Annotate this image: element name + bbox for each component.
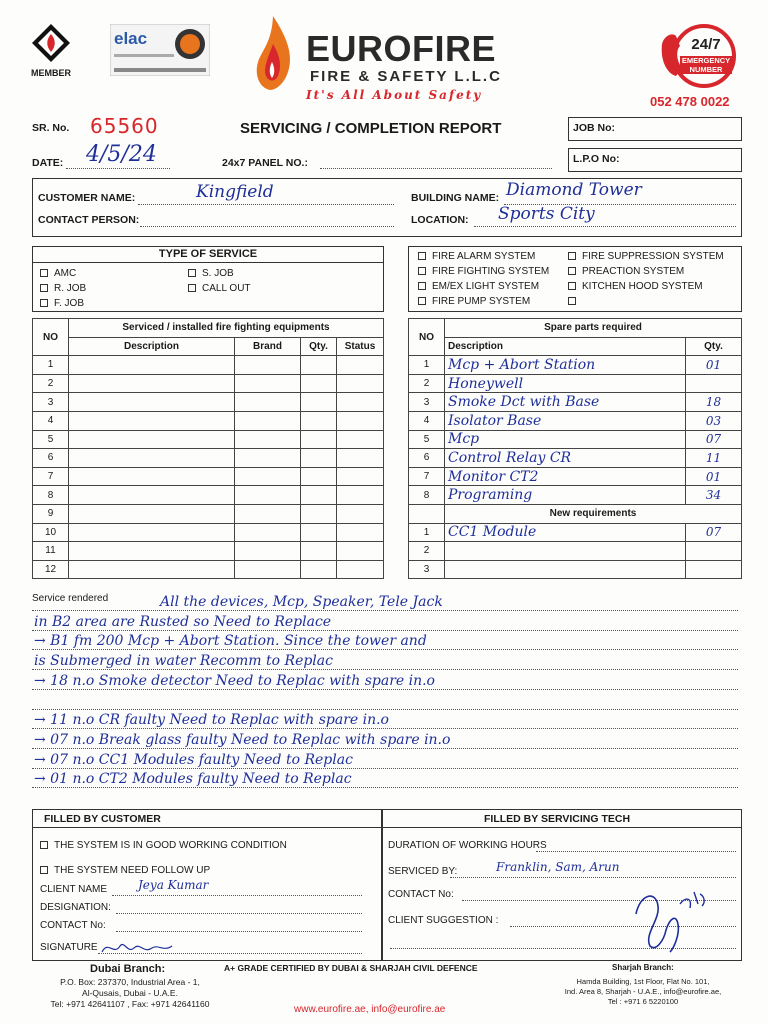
handwritten-qty: 34	[705, 488, 722, 503]
equipment-body	[33, 356, 384, 579]
table-row	[409, 411, 742, 430]
handwritten-qty: 03	[705, 413, 722, 428]
spare-qty-cell	[686, 449, 742, 468]
spare-desc-cell	[445, 356, 686, 375]
table-cell[interactable]	[337, 542, 384, 561]
table-cell[interactable]	[301, 467, 337, 486]
spare-body	[409, 356, 742, 579]
table-cell[interactable]	[337, 411, 384, 430]
table-row	[409, 560, 742, 579]
location-label: LOCATION:	[411, 214, 469, 226]
table-row	[409, 393, 742, 412]
panel-label: 24x7 PANEL NO.:	[222, 157, 308, 169]
table-cell[interactable]	[69, 393, 235, 412]
serviced-by-value: Franklin, Sam, Arun	[496, 860, 620, 874]
table-cell[interactable]	[235, 430, 301, 449]
company-tagline: It's All About Safety	[306, 88, 483, 102]
spare-no-cell: 5	[409, 430, 445, 449]
table-cell[interactable]	[69, 486, 235, 505]
row-number: 9	[33, 504, 69, 523]
status-good[interactable]: THE SYSTEM IS IN GOOD WORKING CONDITION	[40, 840, 287, 851]
customer-contact-line	[116, 931, 362, 932]
table-cell[interactable]	[69, 430, 235, 449]
table-cell[interactable]	[69, 449, 235, 468]
service-rendered-text: is Submerged in water Recomm to Replac	[34, 653, 333, 670]
service-rendered-text: → 11 n.o CR faulty Need to Replac with spare in.o	[34, 712, 389, 729]
tech-signature	[630, 884, 714, 956]
location-value: Sports City	[498, 204, 595, 224]
spare-parts-table	[408, 318, 742, 579]
row-number: 2	[33, 374, 69, 393]
table-row	[409, 467, 742, 486]
table-cell[interactable]	[337, 486, 384, 505]
table-cell[interactable]	[301, 411, 337, 430]
table-row	[33, 486, 384, 505]
table-cell[interactable]	[337, 504, 384, 523]
table-cell[interactable]	[235, 542, 301, 561]
table-cell[interactable]	[337, 449, 384, 468]
dubai-branch-address	[30, 977, 230, 1010]
sharjah-address-line: Ind. Area 8, Sharjah - U.A.E., info@eurofire.ae,	[564, 987, 722, 996]
building-name-label: BUILDING NAME:	[411, 192, 500, 204]
date-line	[66, 168, 170, 169]
table-cell[interactable]	[69, 374, 235, 393]
systems-right	[568, 249, 724, 309]
equipment-qty-header: Qty.	[301, 337, 337, 356]
handwritten-desc: Smoke Dct with Base	[448, 394, 600, 411]
service-line	[32, 709, 738, 710]
spare-qty-cell	[686, 430, 742, 449]
equipment-title: Serviced / installed fire fighting equipments	[69, 319, 384, 338]
elac-certification-logo	[110, 24, 210, 76]
dubai-address-line: P.O. Box: 237370, Industrial Area - 1,	[60, 977, 200, 987]
emergency-badge	[654, 22, 746, 92]
customer-signature	[100, 938, 174, 960]
table-row	[33, 504, 384, 523]
table-cell[interactable]	[69, 411, 235, 430]
row-number: 1	[33, 356, 69, 375]
table-cell[interactable]	[337, 467, 384, 486]
lpo-label: L.P.O No:	[573, 153, 620, 165]
emergency-label: 24/7	[691, 36, 721, 53]
table-row	[33, 393, 384, 412]
system-fire-fighting[interactable]: FIRE FIGHTING SYSTEM	[418, 264, 549, 279]
equipment-brand-header: Brand	[235, 337, 301, 356]
duration-label: DURATION OF WORKING HOURS	[388, 840, 547, 851]
service-rendered-text: → 07 n.o CC1 Modules faulty Need to Replac	[34, 751, 353, 768]
service-line	[32, 610, 738, 611]
handwritten-qty: 07	[705, 525, 722, 540]
row-number: 6	[33, 449, 69, 468]
table-cell[interactable]	[337, 374, 384, 393]
table-row	[33, 356, 384, 375]
handwritten-desc: Programing	[448, 487, 533, 504]
handwritten-desc: Control Relay CR	[448, 449, 572, 466]
dubai-branch-title: Dubai Branch:	[90, 963, 166, 975]
report-title: SERVICING / COMPLETION REPORT	[240, 120, 502, 137]
handwritten-desc: Honeywell	[448, 375, 524, 392]
serviced-by-label: SERVICED BY:	[388, 866, 458, 877]
contact-person-label: CONTACT PERSON:	[38, 214, 140, 226]
service-line	[32, 728, 738, 729]
spare-desc-cell	[445, 467, 686, 486]
table-cell[interactable]	[235, 467, 301, 486]
emergency-phone: 052 478 0022	[650, 94, 730, 109]
table-cell[interactable]	[235, 411, 301, 430]
table-row	[409, 356, 742, 375]
row-number: 5	[33, 430, 69, 449]
table-cell[interactable]	[301, 542, 337, 561]
spare-desc-cell	[445, 486, 686, 505]
status-followup[interactable]: THE SYSTEM NEED FOLLOW UP	[40, 865, 210, 876]
spare-qty-cell	[686, 542, 742, 561]
date-value: 4/5/24	[86, 142, 157, 167]
grade-certification: A+ GRADE CERTIFIED BY DUBAI & SHARJAH CIVIL DEFENCE	[224, 963, 478, 973]
service-rendered-text: All the devices, Mcp, Speaker, Tele Jack	[160, 594, 443, 610]
service-rendered-text: → 01 n.o CT2 Modules faulty Need to Replac	[34, 771, 352, 788]
handwritten-qty: 01	[705, 357, 722, 372]
table-row	[33, 411, 384, 430]
service-type-right	[188, 266, 251, 296]
service-option-call-out[interactable]: CALL OUT	[188, 281, 251, 296]
panel-line	[320, 168, 552, 169]
table-cell[interactable]	[337, 560, 384, 579]
table-cell[interactable]	[69, 542, 235, 561]
table-cell	[409, 504, 445, 523]
date-label: DATE:	[32, 157, 64, 169]
spare-no-cell: 3	[409, 393, 445, 412]
spare-no-cell: 7	[409, 467, 445, 486]
dubai-phone-line: Tel: +971 42641107 , Fax: +971 42641160	[50, 999, 210, 1009]
sharjah-phone-line: Tel : +971 6 5220100	[607, 997, 679, 1006]
nfpa-member-text: MEMBER	[31, 68, 71, 78]
spare-qty-cell	[686, 523, 742, 542]
table-cell[interactable]	[337, 356, 384, 375]
sr-label: SR. No.	[32, 122, 70, 134]
row-number: 8	[33, 486, 69, 505]
table-row	[409, 542, 742, 561]
table-row	[33, 374, 384, 393]
row-number: 4	[33, 411, 69, 430]
serviced-by-line	[450, 877, 736, 878]
handwritten-qty: 01	[705, 469, 722, 484]
company-subtitle: FIRE & SAFETY L.L.C	[310, 68, 502, 85]
system-em-ex-light[interactable]: EM/EX LIGHT SYSTEM	[418, 279, 549, 294]
spare-no-cell: 8	[409, 486, 445, 505]
table-cell[interactable]	[337, 430, 384, 449]
client-name-value: Jeya Kumar	[138, 878, 209, 892]
table-cell[interactable]	[301, 486, 337, 505]
table-cell[interactable]	[235, 356, 301, 375]
table-cell[interactable]	[301, 356, 337, 375]
table-row	[33, 523, 384, 542]
equipment-status-header: Status	[337, 337, 384, 356]
client-suggestion-label: CLIENT SUGGESTION :	[388, 915, 499, 926]
spare-desc-cell	[445, 374, 686, 393]
system-kitchen-hood[interactable]: KITCHEN HOOD SYSTEM	[568, 279, 724, 294]
service-option-f-job[interactable]: F. JOB	[40, 296, 86, 311]
table-cell[interactable]	[235, 523, 301, 542]
spare-no-cell: 1	[409, 356, 445, 375]
service-line	[32, 748, 738, 749]
signature-label: SIGNATURE	[40, 942, 98, 953]
service-rendered-text: in B2 area are Rusted so Need to Replace	[34, 613, 332, 630]
spare-no-cell: 2	[409, 542, 445, 561]
service-rendered-label: Service rendered	[32, 593, 109, 604]
spare-no-cell: 1	[409, 523, 445, 542]
spare-qty-cell	[686, 356, 742, 375]
table-row	[409, 430, 742, 449]
service-rendered-text: → B1 fm 200 Mcp + Abort Station. Since the tower and	[34, 633, 427, 650]
service-line	[32, 669, 738, 670]
table-cell[interactable]	[235, 393, 301, 412]
company-name: EUROFIRE	[306, 28, 497, 69]
spare-no-cell: 3	[409, 560, 445, 579]
table-cell[interactable]	[301, 449, 337, 468]
table-row	[33, 467, 384, 486]
spare-no-cell: 4	[409, 411, 445, 430]
handwritten-qty: 18	[705, 395, 722, 410]
row-number: 10	[33, 523, 69, 542]
equipment-title-row	[33, 319, 384, 338]
systems-left	[418, 249, 549, 309]
spare-qty-cell	[686, 374, 742, 393]
customer-name-line	[138, 204, 394, 205]
table-cell[interactable]	[337, 393, 384, 412]
job-no-label: JOB No:	[573, 122, 615, 134]
eurofire-flame-logo	[250, 14, 296, 94]
row-number: 7	[33, 467, 69, 486]
spare-desc-cell	[445, 411, 686, 430]
handwritten-desc: Mcp + Abort Station	[448, 356, 596, 373]
table-cell[interactable]	[69, 467, 235, 486]
spare-desc-cell	[445, 430, 686, 449]
service-type-title: TYPE OF SERVICE	[158, 248, 258, 260]
spare-qty-cell	[686, 486, 742, 505]
new-requirements-title: New requirements	[445, 504, 742, 523]
table-row	[409, 374, 742, 393]
service-rendered-text: → 18 n.o Smoke detector Need to Replac with spare in.o	[34, 672, 435, 689]
equipment-table	[32, 318, 384, 579]
spare-desc-header: Description	[445, 337, 686, 356]
handwritten-desc: Monitor CT2	[448, 468, 539, 485]
client-name-label: CLIENT NAME	[40, 884, 108, 895]
spare-qty-header: Qty.	[686, 337, 742, 356]
contact-person-line	[140, 226, 394, 227]
row-number: 3	[33, 393, 69, 412]
designation-line	[116, 913, 362, 914]
table-row	[33, 430, 384, 449]
table-row	[409, 486, 742, 505]
table-cell[interactable]	[301, 504, 337, 523]
svg-text:elac: elac	[114, 29, 148, 48]
table-cell[interactable]	[69, 523, 235, 542]
service-line	[32, 689, 738, 690]
service-option-r-job[interactable]: R. JOB	[40, 281, 86, 296]
duration-line	[536, 851, 736, 852]
system-fire-alarm[interactable]: FIRE ALARM SYSTEM	[418, 249, 549, 264]
location-line	[474, 226, 736, 227]
spare-qty-cell	[686, 393, 742, 412]
system-blank[interactable]	[568, 294, 724, 309]
spare-desc-cell	[445, 560, 686, 579]
service-line	[32, 768, 738, 769]
new-requirements-header-row	[409, 504, 742, 523]
customer-contact-label: CONTACT No:	[40, 920, 106, 931]
spare-header-row	[409, 337, 742, 356]
website-link[interactable]: www.eurofire.ae, info@eurofire.ae	[294, 1004, 446, 1015]
table-cell[interactable]	[301, 430, 337, 449]
system-preaction[interactable]: PREACTION SYSTEM	[568, 264, 724, 279]
service-line	[32, 787, 738, 788]
customer-name-value: Kingfield	[196, 182, 274, 202]
dubai-address-line: Al-Qusais, Dubai - U.A.E.	[82, 988, 178, 998]
spare-no-cell: 6	[409, 449, 445, 468]
handwritten-desc: Isolator Base	[448, 412, 542, 429]
table-cell[interactable]	[235, 504, 301, 523]
equipment-no-header: NO	[33, 319, 69, 356]
table-cell[interactable]	[235, 560, 301, 579]
customer-sign-title: FILLED BY CUSTOMER	[44, 813, 161, 825]
system-fire-pump[interactable]: FIRE PUMP SYSTEM	[418, 294, 549, 309]
equipment-desc-header: Description	[69, 337, 235, 356]
spare-title: Spare parts required	[445, 319, 742, 338]
table-cell[interactable]	[69, 504, 235, 523]
table-cell[interactable]	[69, 560, 235, 579]
client-name-line	[112, 895, 362, 896]
sharjah-branch-title: Sharjah Branch:	[612, 963, 674, 972]
row-number: 11	[33, 542, 69, 561]
service-line	[32, 649, 738, 650]
building-name-value: Diamond Tower	[506, 180, 642, 200]
equipment-header-row	[33, 337, 384, 356]
table-cell[interactable]	[301, 523, 337, 542]
service-line	[32, 630, 738, 631]
spare-desc-cell	[445, 393, 686, 412]
tech-sign-title: FILLED BY SERVICING TECH	[484, 813, 631, 825]
designation-label: DESIGNATION:	[40, 902, 111, 913]
handwritten-qty: 07	[705, 432, 722, 447]
service-rendered-text: → 07 n.o Break glass faulty Need to Replac with spare in.o	[34, 731, 451, 748]
handwritten-desc: CC1 Module	[448, 524, 537, 541]
spare-desc-cell	[445, 449, 686, 468]
table-cell[interactable]	[301, 560, 337, 579]
spare-no-cell: 2	[409, 374, 445, 393]
service-type-left	[40, 266, 86, 311]
spare-desc-cell	[445, 523, 686, 542]
spare-desc-cell	[445, 542, 686, 561]
nfpa-logo	[30, 22, 72, 84]
table-cell[interactable]	[301, 393, 337, 412]
spare-qty-cell	[686, 411, 742, 430]
handwritten-qty: 11	[705, 450, 722, 465]
table-row	[33, 560, 384, 579]
table-cell[interactable]	[235, 374, 301, 393]
table-cell[interactable]	[69, 356, 235, 375]
table-cell[interactable]	[235, 486, 301, 505]
sharjah-branch-address	[540, 977, 746, 1007]
emergency-sublabel: EMERGENCY NUMBER	[681, 56, 731, 74]
spare-qty-cell	[686, 467, 742, 486]
spare-qty-cell	[686, 560, 742, 579]
customer-name-label: CUSTOMER NAME:	[38, 192, 136, 204]
table-cell[interactable]	[301, 374, 337, 393]
service-option-s-job[interactable]: S. JOB	[188, 266, 251, 281]
service-option-amc[interactable]: AMC	[40, 266, 86, 281]
table-row	[33, 449, 384, 468]
tech-contact-label: CONTACT No:	[388, 889, 454, 900]
sr-number: 65560	[90, 114, 159, 138]
table-row	[409, 523, 742, 542]
spare-no-header: NO	[409, 319, 445, 356]
row-number: 12	[33, 560, 69, 579]
system-fire-suppression[interactable]: FIRE SUPPRESSION SYSTEM	[568, 249, 724, 264]
handwritten-desc: Mcp	[448, 431, 480, 448]
table-row	[409, 449, 742, 468]
sharjah-address-line: Hamda Building, 1st Floor, Flat No. 101,	[576, 977, 710, 986]
table-cell[interactable]	[337, 523, 384, 542]
table-cell[interactable]	[235, 449, 301, 468]
spare-title-row	[409, 319, 742, 338]
table-row	[33, 542, 384, 561]
